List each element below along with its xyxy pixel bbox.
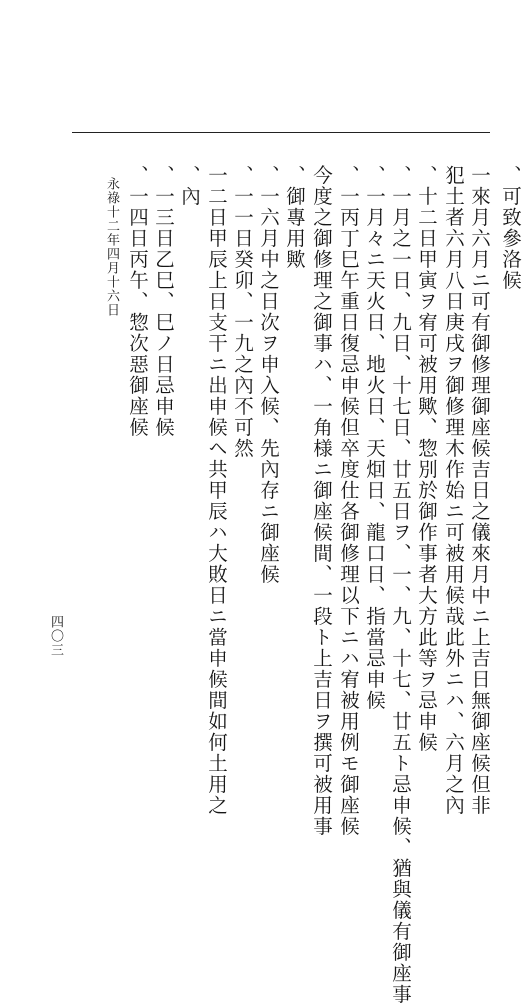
text-column: 一四日丙午、惣次惡御座候、 bbox=[126, 165, 149, 438]
text-column: 御專用歟、 bbox=[283, 165, 306, 270]
text-column: 一三日乙巳、巳ノ日忌申候、 bbox=[152, 165, 175, 438]
header-rule bbox=[72, 132, 490, 133]
text-column: 一來月六月ニ可有御修理御座候吉日之儀來月中ニ上吉日無御座候但非 bbox=[468, 165, 491, 816]
text-column: 一丙丁巳午重日復忌申候但卒度仕各御修理以下ニハ宥被用例モ御座候、 bbox=[337, 165, 360, 837]
text-column: 犯土者六月八日庚戌ヲ御修理木作始ニ可被用候哉此外ニハ、六月之內 bbox=[442, 165, 465, 816]
text-column: 一月々ニ天火日、地火日、天𤇆日、龍口日、指當忌申候、 bbox=[363, 165, 386, 711]
text-column: 一六月中之日次ヲ申入候、先內存ニ御座候、 bbox=[257, 165, 280, 585]
text-column: 一一日癸卯、一九之內不可然、 bbox=[231, 165, 254, 459]
vertical-text-body bbox=[50, 165, 522, 1005]
page-number: 四〇三 bbox=[48, 615, 63, 657]
text-column: 一月之一日、九日、十七日、廿五日ヲ、一、九、十七、廿五ト忌申候、猶與儀有御座事、 bbox=[389, 165, 412, 1005]
text-column: 今度之御修理之御事ハ、一角様ニ御座候間、一段ト上吉日ヲ撰可被用事 bbox=[310, 165, 333, 837]
text-column: 一二日甲辰上日支干ニ出申候ヘ共甲辰ハ大敗日ニ當申候間如何土用之 bbox=[205, 165, 228, 816]
text-column: 內、 bbox=[178, 165, 201, 207]
text-column: 十二日甲寅ヲ宥可被用歟、惣別於御作事者大方此等ヲ忌申候、 bbox=[415, 165, 438, 753]
date-line: 永祿十二年四月十六日 bbox=[104, 177, 119, 317]
text-column: 可致參洛候、 bbox=[499, 165, 522, 291]
